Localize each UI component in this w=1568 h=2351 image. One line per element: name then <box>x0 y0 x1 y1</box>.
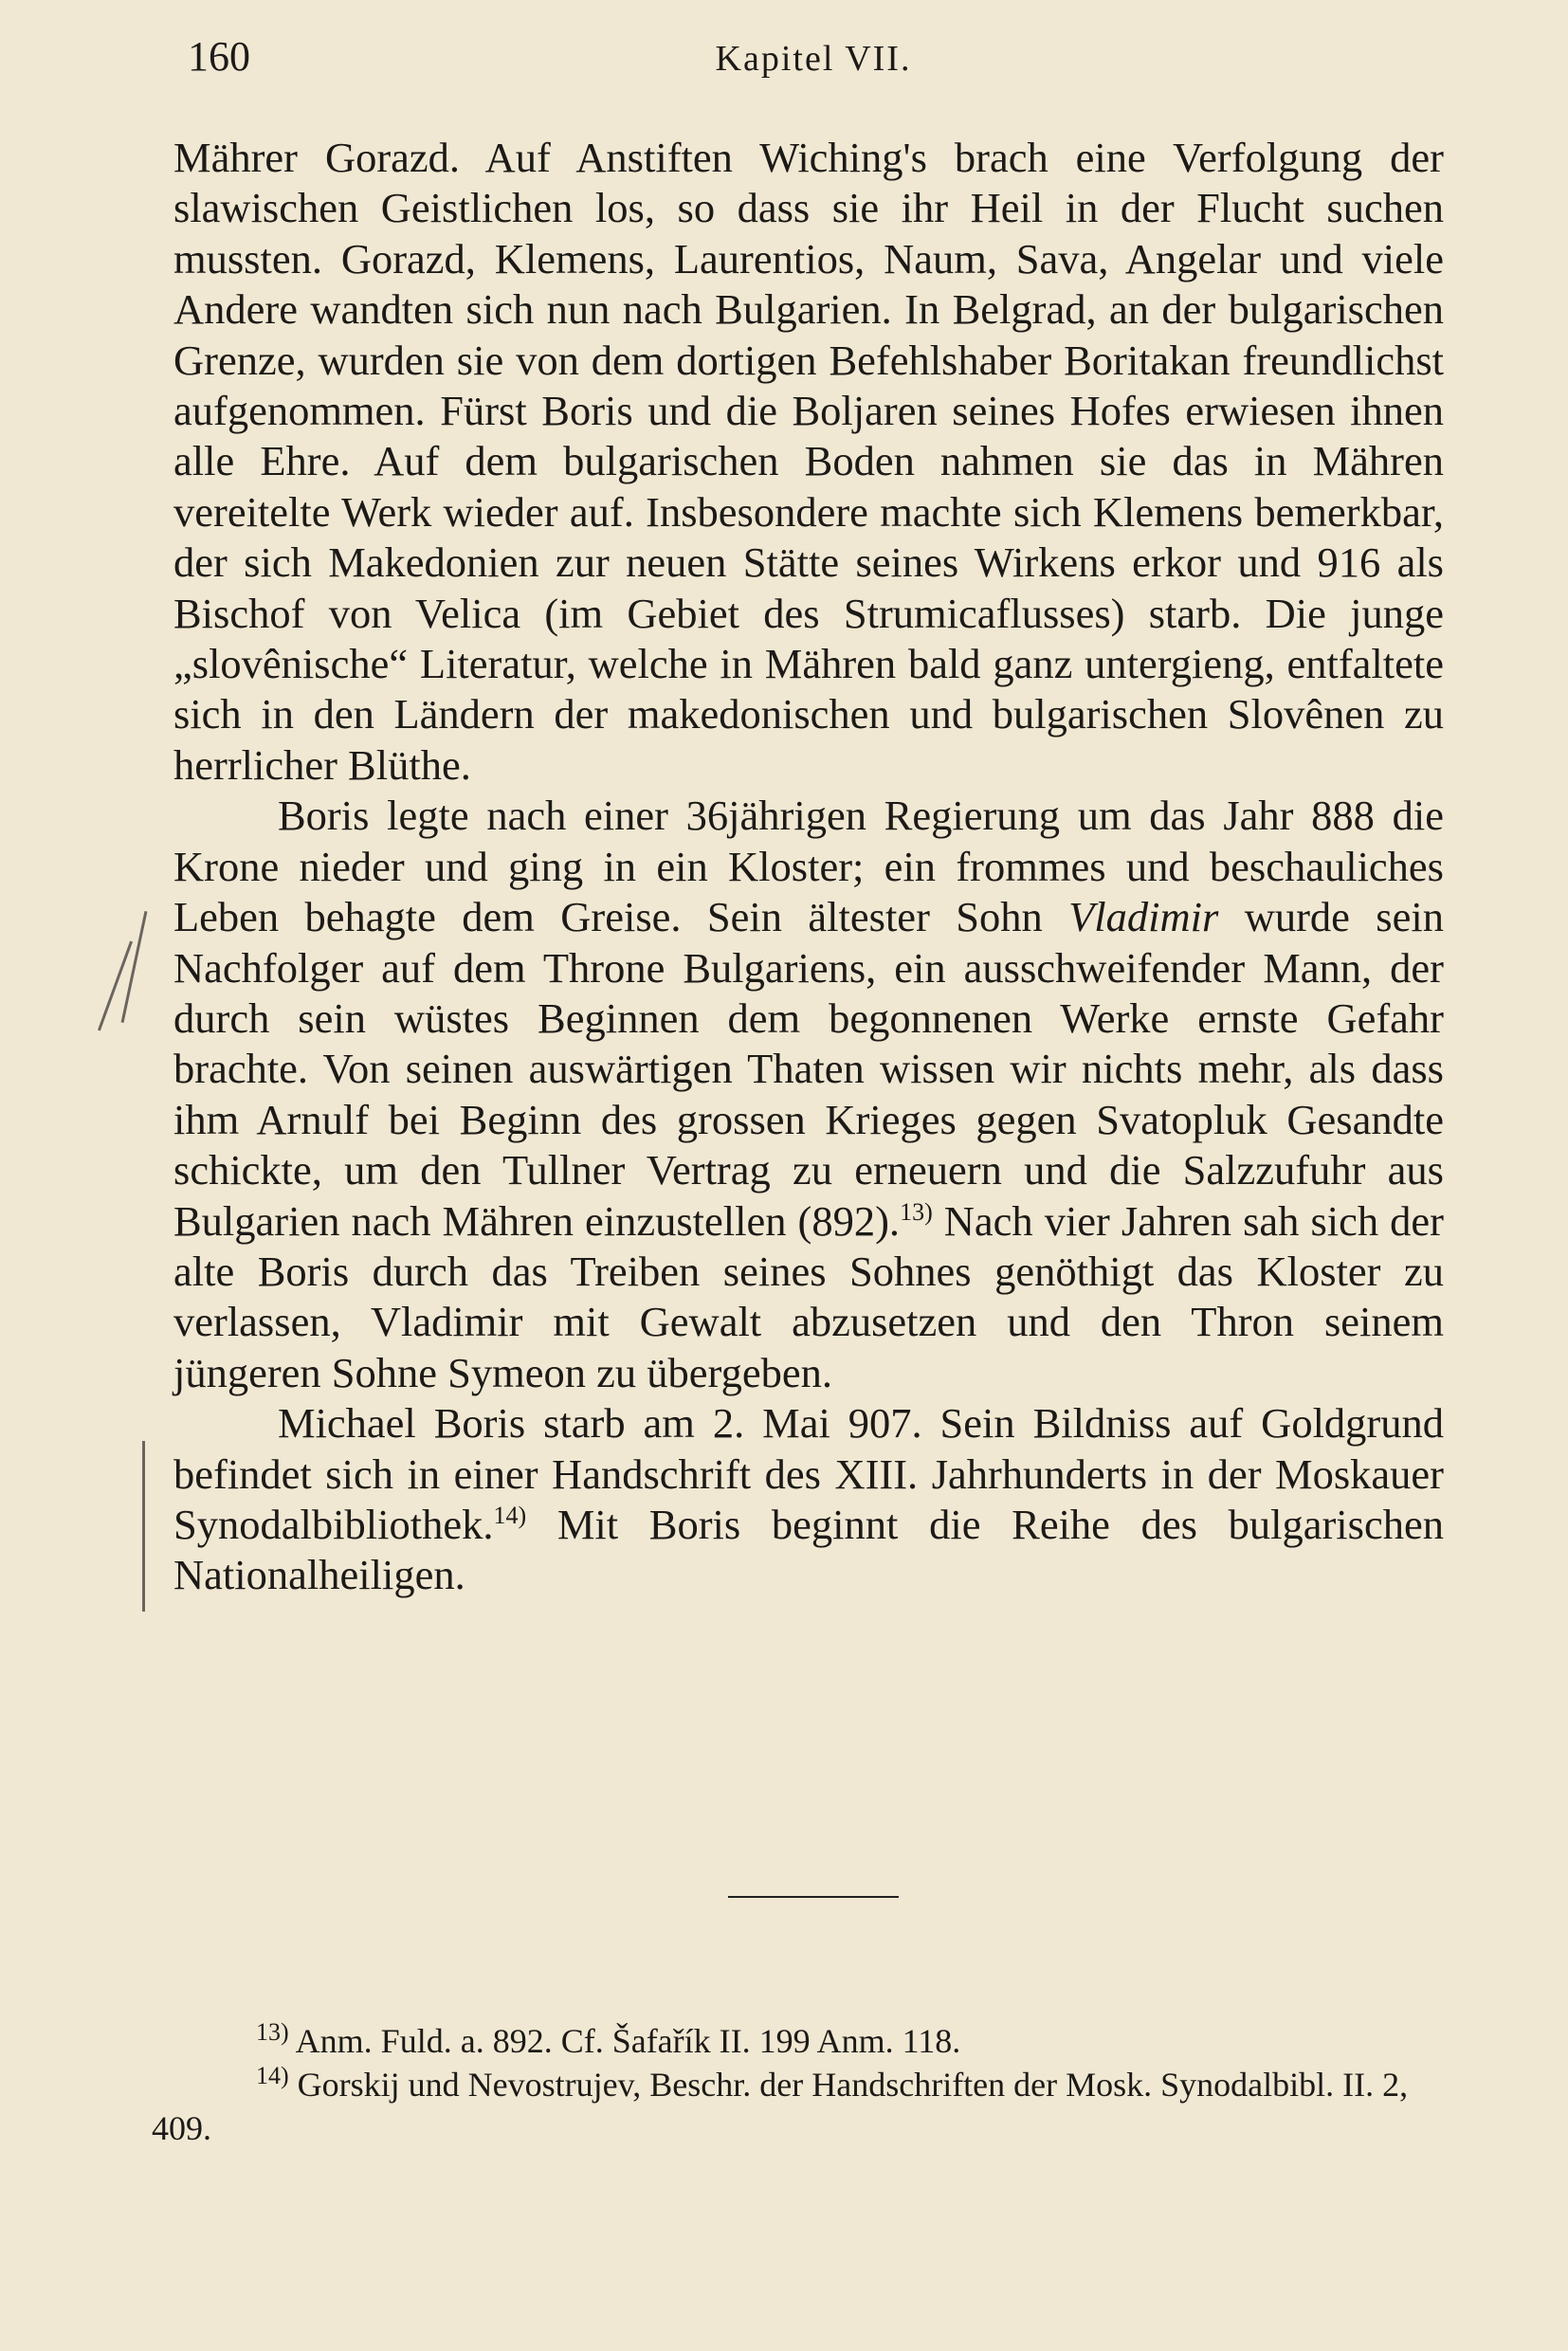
footnote-text: Gorskij und Nevostrujev, Beschr. der Handschriften der Mosk. Synodalbibl. II. 2, 409. <box>152 2066 1409 2147</box>
footnote-number: 14) <box>256 2062 289 2089</box>
pencil-mark <box>121 911 148 1023</box>
footnote-ref: 13) <box>900 1197 933 1226</box>
paragraph-text: Boris legte nach einer 36jährigen Regierung um das Jahr 888 die Krone nieder und ging in ein Kloster; ein frommes und beschauliches Leben behagte dem Greise. Sein ältester Sohn <box>173 792 1444 941</box>
paragraph <box>173 1398 1444 1601</box>
page-number: 160 <box>188 33 250 80</box>
paragraph-text: Mit Boris beginnt die Reihe des bulgarischen Nationalheiligen. <box>173 1500 1444 1599</box>
paragraph-text: Nach vier Jahren sah sich der alte Boris durch das Treiben seines Sohnes genöthigt das Kloster zu verlassen, Vladimir mit Gewalt abzusetzen und den Thron seinem jüngeren Sohne Symeon zu übergeben. <box>173 1196 1444 1396</box>
footnote-divider <box>728 1896 899 1898</box>
pencil-mark <box>98 941 133 1031</box>
paragraph: Mährer Gorazd. Auf Anstiften Wiching's brach eine Verfolgung der slawischen Geistlichen los, so dass sie ihr Heil in der Flucht suchen mussten. Gorazd, Klemens, Laurentios, Naum, Sava, Angelar und viele Andere wandten sich nun nach Bulgarien. In Belgrad, an der bulgarischen Grenze, wurden sie von dem dortigen Befehlshaber Boritakan freundlichst aufgenommen. Fürst Boris und die Boljaren seines Hofes erwiesen ihnen alle Ehre. Auf dem bulgarischen Boden nahmen sie das in Mähren vereitelte Werk wieder auf. Insbesondere machte sich Klemens bemerkbar, der sich Makedonien zur neuen Stätte seines Wirkens erkor und 916 als Bischof von Velica (im Gebiet des Strumicaflusses) starb. Die junge „slovênische“ Literatur, welche in Mähren bald ganz untergieng, entfaltete sich in den Ländern der makedonischen und bulgarischen Slovênen zu herrlicher Blüthe. <box>173 134 1444 789</box>
paragraph <box>173 791 1444 1398</box>
pencil-mark <box>142 1441 145 1612</box>
body-text <box>173 133 1444 1601</box>
footnote-text: Anm. Fuld. a. 892. Cf. Šafařík II. 199 Anm. 118. <box>288 2022 961 2060</box>
footnote-number: 13) <box>256 2018 289 2046</box>
footnote <box>152 2063 1449 2150</box>
paragraph-text: wurde sein Nachfolger auf dem Throne Bulgariens, ein ausschweifender Mann, der durch sein wüstes Beginnen dem begonnenen Werke ernste Gefahr brachte. Von seinen auswärtigen Thaten wissen wir nichts mehr, als dass ihm Arnulf bei Beginn des grossen Krieges gegen Svatopluk Gesandte schickte, um den Tullner Vertrag zu erneuern und die Salzzufuhr aus Bulgarien nach Mähren einzustellen (892). <box>173 893 1444 1245</box>
pencil-margin-marks <box>76 910 171 1668</box>
page-header <box>178 32 1449 85</box>
footnotes <box>152 2019 1449 2150</box>
footnote <box>152 2019 1449 2063</box>
footnote-ref: 14) <box>493 1502 527 1530</box>
running-head: Kapitel VII. <box>715 39 912 79</box>
italic-name: Vladimir <box>1068 893 1219 941</box>
paragraph-text: Michael Boris starb am 2. Mai 907. Sein Bildniss auf Goldgrund befindet sich in einer Handschrift des XIII. Jahrhunderts in der Moskauer Synodalbibliothek. <box>173 1399 1444 1548</box>
